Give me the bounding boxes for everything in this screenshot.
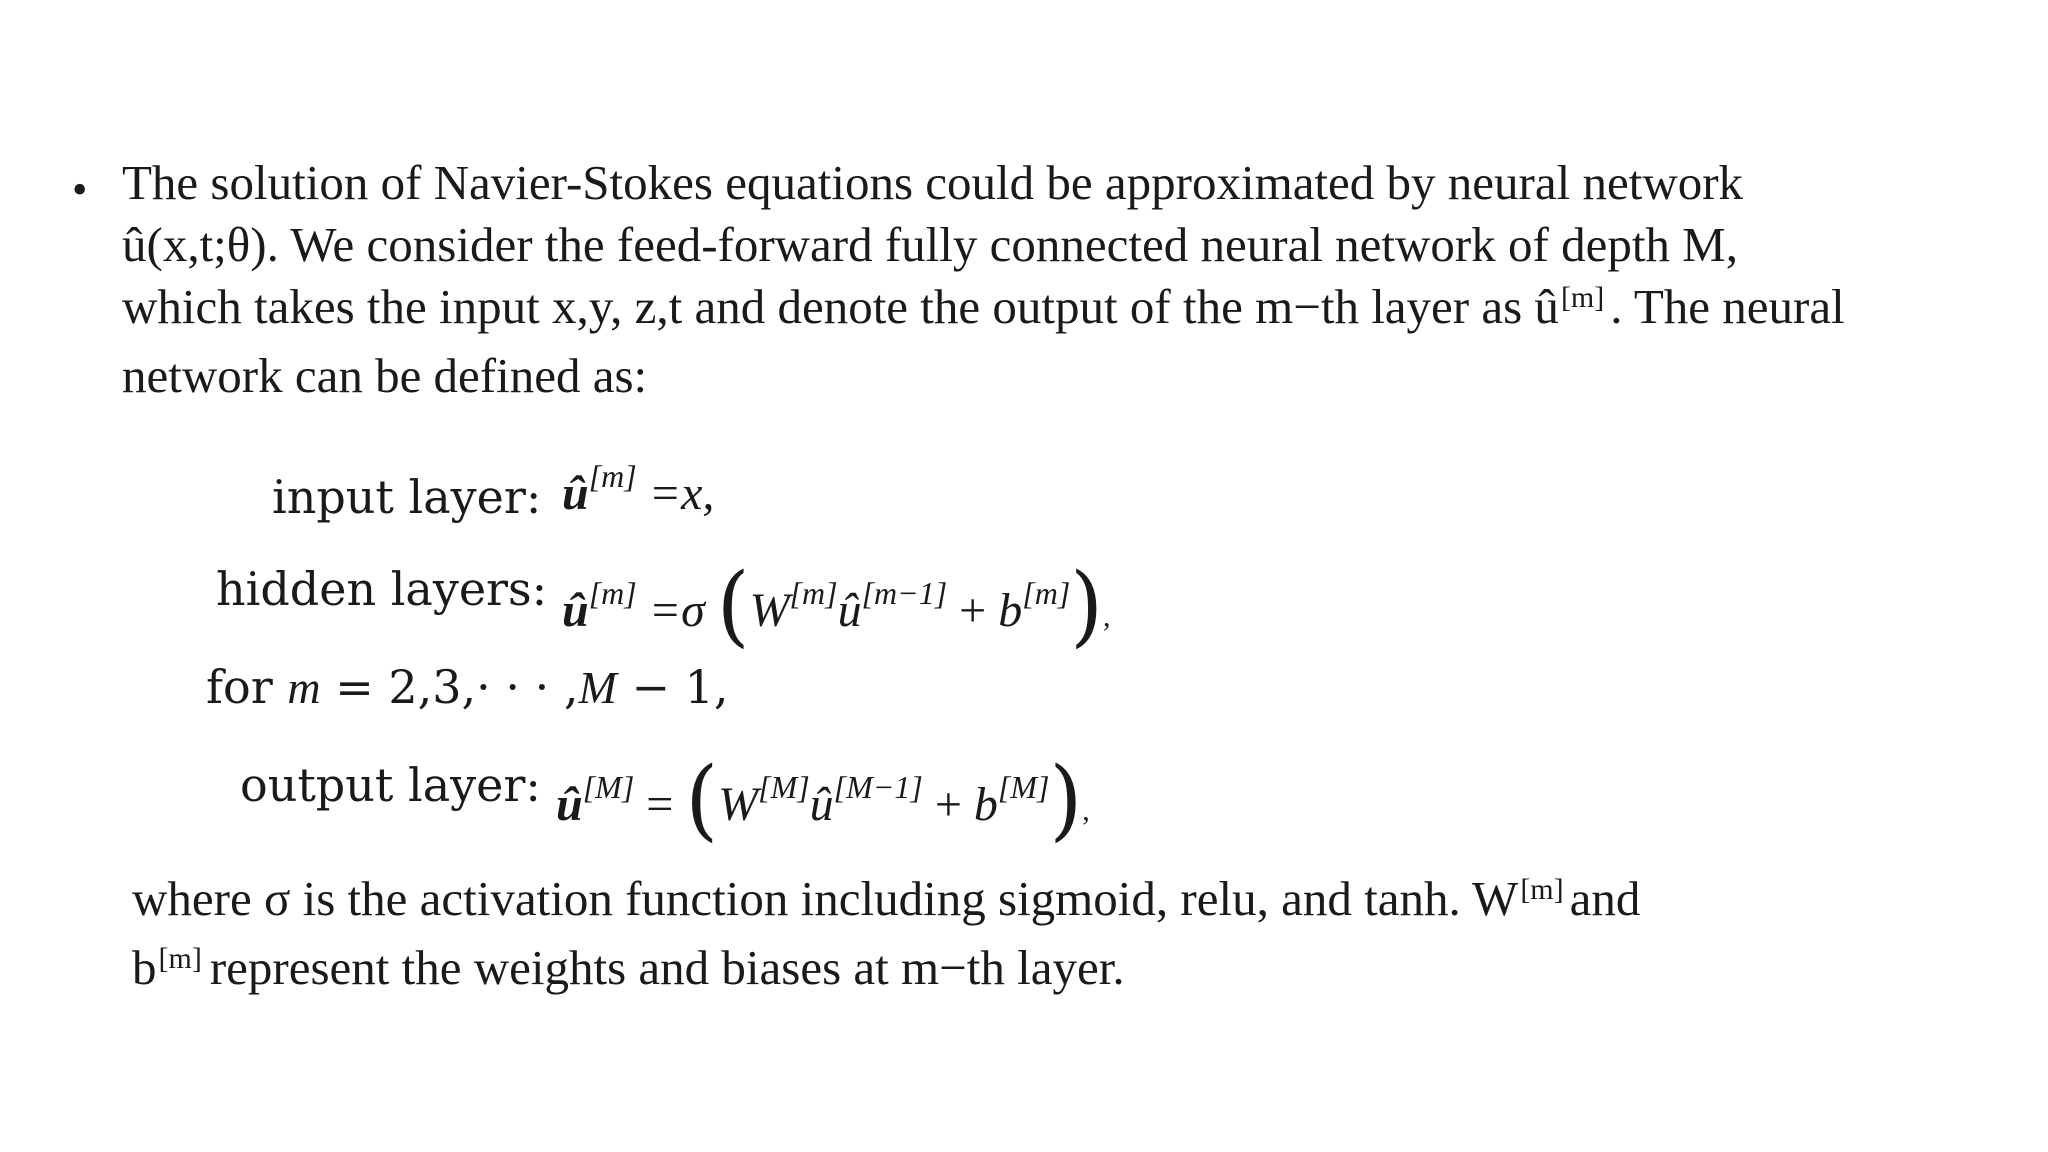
where-line-2 bbox=[132, 937, 1982, 1006]
m-symbol: m bbox=[287, 662, 321, 713]
input-layer-equation bbox=[562, 458, 715, 521]
superscript-m: [m] bbox=[789, 575, 838, 611]
superscript-m: [m] bbox=[588, 575, 637, 611]
bullet-line-2: û(x,t;θ). We consider the feed-forward fully connected neural network of depth M, bbox=[122, 217, 1738, 272]
superscript-m-minus-1: [m−1] bbox=[861, 575, 948, 611]
left-paren: ( bbox=[685, 747, 719, 851]
plus-sign: + bbox=[934, 778, 962, 831]
hidden-layers-equation bbox=[562, 548, 1111, 657]
bullet-line-4: network can be defined as: bbox=[122, 348, 648, 403]
w-symbol: W bbox=[749, 584, 790, 637]
right-paren: ) bbox=[1070, 553, 1104, 657]
bullet-line-1: The solution of Navier-Stokes equations could be approximated by neural network bbox=[122, 155, 1744, 210]
equals-x: =x, bbox=[648, 467, 715, 520]
capital-m-symbol: M bbox=[578, 662, 617, 713]
where-line-2-text: represent the weights and biases at m−th layer. bbox=[209, 940, 1125, 995]
for-end: − 1, bbox=[631, 660, 729, 714]
where-line-1-text: where σ is the activation function including sigmoid, relu, and tanh. W bbox=[132, 871, 1519, 926]
input-layer-label: input layer: bbox=[272, 470, 542, 524]
bullet-text bbox=[122, 152, 2022, 407]
where-line-2-superscript: [m] bbox=[158, 942, 202, 975]
plus-sign: + bbox=[959, 584, 987, 637]
for-range-line bbox=[206, 660, 729, 714]
superscript-capital-m-minus-1: [M−1] bbox=[833, 769, 923, 805]
where-line-2-b: b bbox=[132, 940, 157, 995]
bullet-dot-icon: • bbox=[72, 165, 88, 214]
superscript-m: [m] bbox=[1022, 575, 1071, 611]
u-hat-symbol: û bbox=[837, 584, 862, 637]
hidden-layers-label: hidden layers: bbox=[216, 562, 548, 616]
where-line-1-tail: and bbox=[1569, 871, 1641, 926]
bullet-line-3 bbox=[122, 276, 2022, 345]
b-symbol: b bbox=[998, 584, 1023, 637]
bullet-line-3-text: which takes the input x,y, z,t and denote the output of the m−th layer as û bbox=[122, 279, 1559, 334]
right-paren: ) bbox=[1049, 747, 1083, 851]
equals-sign: = bbox=[646, 778, 674, 831]
u-hat-symbol: û bbox=[562, 584, 589, 637]
b-symbol: b bbox=[973, 778, 998, 831]
u-hat-symbol: û bbox=[562, 467, 589, 520]
where-line-1 bbox=[132, 868, 1982, 937]
comma: , bbox=[1082, 794, 1090, 827]
bullet-line-3-superscript: [m] bbox=[1560, 281, 1605, 314]
u-hat-symbol: û bbox=[809, 778, 834, 831]
superscript-capital-m: [M] bbox=[582, 769, 635, 805]
superscript-capital-m: [M] bbox=[997, 769, 1050, 805]
w-symbol: W bbox=[718, 778, 759, 831]
u-hat-symbol: û bbox=[556, 778, 583, 831]
where-paragraph bbox=[132, 868, 1982, 1006]
bullet-line-3-tail: . The neural bbox=[1610, 279, 1845, 334]
left-paren: ( bbox=[716, 553, 750, 657]
output-layer-equation bbox=[556, 742, 1090, 851]
superscript-capital-m: [M] bbox=[758, 769, 810, 805]
comma: , bbox=[1103, 600, 1111, 633]
for-text: for bbox=[206, 660, 273, 714]
where-line-1-superscript: [m] bbox=[1520, 873, 1564, 906]
superscript-m: [m] bbox=[588, 458, 637, 494]
equals-sigma: =σ bbox=[648, 584, 705, 637]
for-range: = 2,3,· · · , bbox=[335, 660, 579, 714]
output-layer-label: output layer: bbox=[240, 758, 541, 812]
